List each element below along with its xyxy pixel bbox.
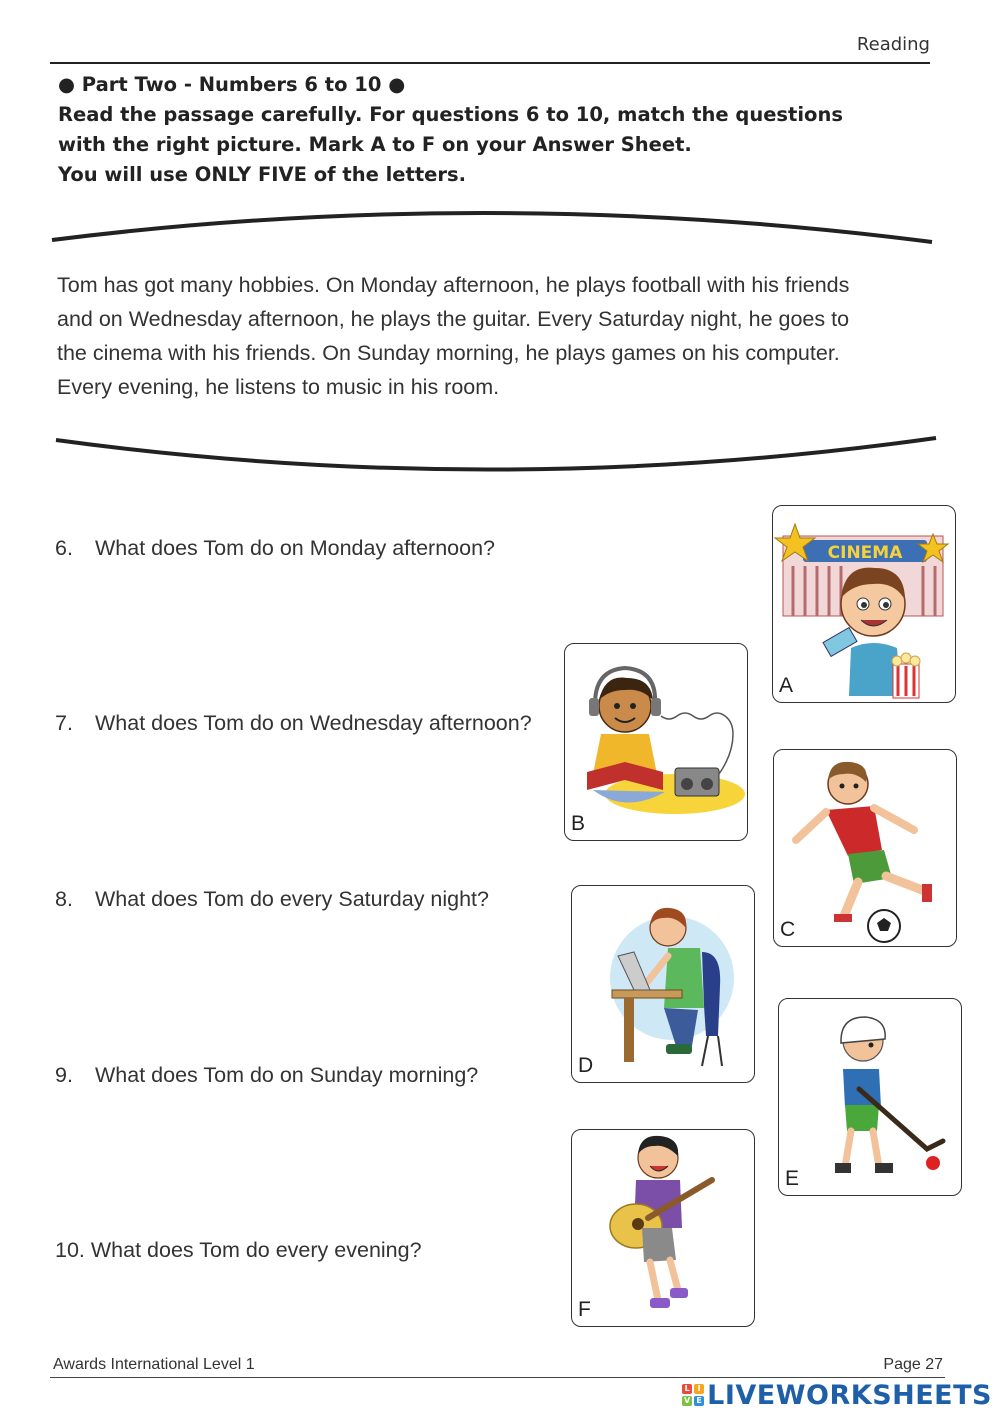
picture-letter: E (785, 1167, 800, 1190)
question-6: 6. What does Tom do on Monday afternoon? (55, 536, 495, 560)
picture-f-guitar[interactable] (571, 1129, 755, 1327)
passage-line: Every evening, he listens to music in his room. (57, 375, 500, 399)
passage-frame-curves (0, 0, 1000, 500)
question-9: 9. What does Tom do on Sunday morning? (55, 1063, 479, 1087)
hockey-illustration (779, 999, 961, 1195)
reading-passage (57, 268, 947, 404)
question-8: 8. What does Tom do every Saturday night? (55, 887, 489, 911)
liveworksheets-brand[interactable] (682, 1378, 992, 1412)
picture-letter: A (779, 674, 794, 697)
passage-line: the cinema with his friends. On Sunday morning, he plays games on his computer. (57, 341, 840, 365)
page-number: Page 27 (883, 1356, 943, 1373)
liveworksheets-logo-icon: L I V E (682, 1384, 704, 1406)
music-illustration (565, 644, 747, 840)
football-illustration (774, 750, 956, 946)
computer-illustration (572, 886, 754, 1082)
instruction-line: Read the passage carefully. For questions 6 to 10, match the questions (58, 103, 843, 126)
picture-c-football[interactable] (773, 749, 957, 947)
guitar-illustration (572, 1130, 754, 1326)
picture-a-cinema[interactable] (772, 505, 956, 703)
cinema-illustration (773, 506, 955, 702)
bottom-curve (56, 438, 936, 470)
top-curve (52, 213, 932, 242)
picture-d-computer[interactable] (571, 885, 755, 1083)
question-7: 7. What does Tom do on Wednesday afternoon? (55, 711, 532, 735)
picture-letter: B (571, 812, 586, 835)
cinema-sign-text: CINEMA (827, 543, 903, 563)
part-title: ● Part Two - Numbers 6 to 10 ● (58, 73, 406, 96)
footer-title: Awards International Level 1 (53, 1356, 255, 1373)
question-10: 10. What does Tom do every evening? (55, 1238, 422, 1262)
passage-line: Tom has got many hobbies. On Monday afternoon, he plays football with his friends (57, 273, 850, 297)
brand-name: LIVEWORKSHEETS (707, 1379, 992, 1411)
passage-line: and on Wednesday afternoon, he plays the guitar. Every Saturday night, he goes to (57, 307, 850, 331)
picture-letter: C (780, 918, 796, 941)
picture-b-music[interactable] (564, 643, 748, 841)
picture-letter: F (578, 1298, 591, 1321)
picture-e-hockey[interactable] (778, 998, 962, 1196)
picture-letter: D (578, 1054, 594, 1077)
section-label: Reading (856, 34, 930, 55)
instruction-line: You will use ONLY FIVE of the letters. (58, 163, 467, 186)
instruction-line: with the right picture. Mark A to F on your Answer Sheet. (58, 133, 692, 156)
